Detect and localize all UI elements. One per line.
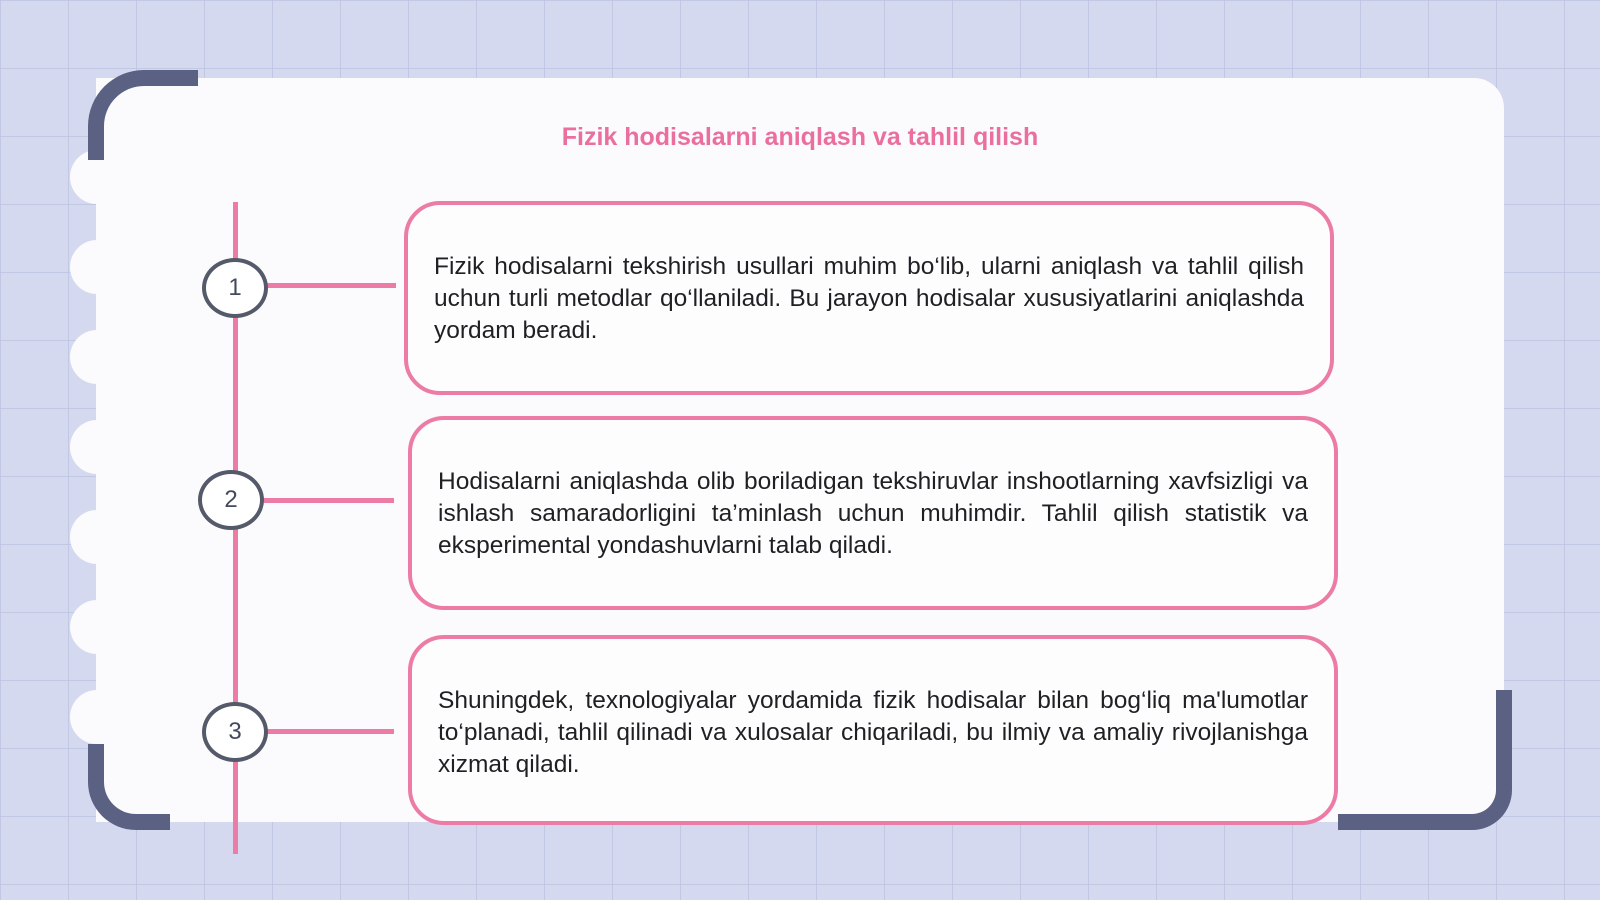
step-text-box xyxy=(404,201,1334,395)
step-number-circle: 2 xyxy=(198,470,264,530)
card-scallop xyxy=(70,510,124,564)
timeline-connector xyxy=(264,283,396,288)
timeline-connector xyxy=(264,729,394,734)
card-scallop xyxy=(70,690,124,744)
timeline-connector xyxy=(262,498,394,503)
card-scallop xyxy=(70,420,124,474)
step-text: Shuningdek, texnologiyalar yordamida fizik hodisalar bilan bog‘liq ma'lumotlar to‘planadi, tahlil qilinadi va xulosalar chiqariladi, bu ilmiy va amaliy rivojlanishga xizmat qiladi. xyxy=(438,687,1308,778)
card-scallop xyxy=(70,240,124,294)
step-number-circle: 1 xyxy=(202,258,268,318)
step-text: Hodisalarni aniqlashda olib boriladigan tekshiruvlar inshootlarning xavfsizligi va ishlash samaradorligini ta’minlash uchun muhimdir. Tahlil qilish statistik va eksperimental yondashuvlarni talab qiladi. xyxy=(438,468,1308,559)
corner-bracket-bottom-right xyxy=(1338,690,1512,830)
step-number-circle: 3 xyxy=(202,702,268,762)
slide-title: Fizik hodisalarni aniqlash va tahlil qilish xyxy=(561,123,1039,151)
step-text: Fizik hodisalarni tekshirish usullari muhim bo‘lib, ularni aniqlash va tahlil qilish uchun turli metodlar qo‘llaniladi. Bu jarayon hodisalar xususiyatlarini aniqlashda yordam beradi. xyxy=(434,253,1304,344)
card-scallop xyxy=(70,600,124,654)
step-text-box xyxy=(408,416,1338,610)
step-text-box xyxy=(408,635,1338,825)
card-scallop xyxy=(70,330,124,384)
